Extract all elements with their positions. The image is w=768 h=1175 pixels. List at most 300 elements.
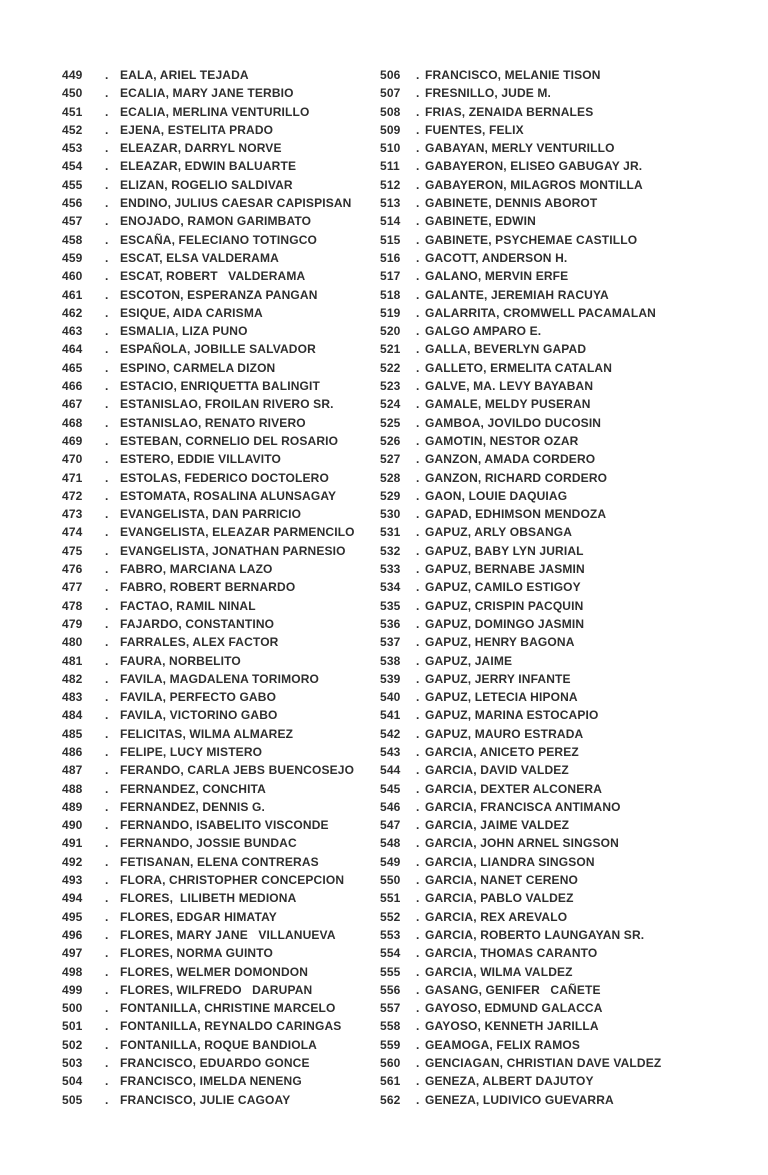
separator-dot: . xyxy=(416,470,420,485)
entry-name: ESPINO, CARMELA DIZON xyxy=(120,360,276,375)
list-item xyxy=(380,249,661,267)
entry-number: 501 xyxy=(62,1019,83,1034)
separator-dot: . xyxy=(105,232,109,247)
list-item xyxy=(62,212,355,230)
entry-number: 462 xyxy=(62,305,83,320)
list-item xyxy=(380,66,661,84)
separator-dot: . xyxy=(416,543,420,558)
entry-number: 510 xyxy=(380,141,401,156)
entry-number: 507 xyxy=(380,86,401,101)
entry-name: FERNANDEZ, DENNIS G. xyxy=(120,799,266,814)
entry-number: 562 xyxy=(380,1092,401,1107)
entry-number: 529 xyxy=(380,488,401,503)
separator-dot: . xyxy=(105,744,109,759)
list-item xyxy=(62,963,355,981)
list-item xyxy=(62,688,355,706)
entry-name: FERNANDO, JOSSIE BUNDAC xyxy=(120,836,297,851)
entry-number: 471 xyxy=(62,470,83,485)
entry-name: GAON, LOUIE DAQUIAG xyxy=(425,488,568,503)
separator-dot: . xyxy=(105,1001,109,1016)
entry-number: 547 xyxy=(380,818,401,833)
entry-number: 473 xyxy=(62,507,83,522)
separator-dot: . xyxy=(105,690,109,705)
separator-dot: . xyxy=(416,982,420,997)
list-item xyxy=(380,615,661,633)
separator-dot: . xyxy=(416,379,420,394)
entry-name: ESPAÑOLA, JOBILLE SALVADOR xyxy=(120,342,316,357)
separator-dot: . xyxy=(416,781,420,796)
separator-dot: . xyxy=(416,744,420,759)
entry-number: 493 xyxy=(62,873,83,888)
entry-number: 480 xyxy=(62,635,83,650)
entry-name: FRANCISCO, JULIE CAGOAY xyxy=(120,1092,291,1107)
entry-name: GALVE, MA. LEVY BAYABAN xyxy=(425,379,594,394)
separator-dot: . xyxy=(105,580,109,595)
entry-number: 466 xyxy=(62,379,83,394)
separator-dot: . xyxy=(105,287,109,302)
separator-dot: . xyxy=(416,269,420,284)
separator-dot: . xyxy=(105,946,109,961)
list-item xyxy=(380,798,661,816)
entry-number: 504 xyxy=(62,1074,83,1089)
entry-name: GAPUZ, BABY LYN JURIAL xyxy=(425,543,584,558)
separator-dot: . xyxy=(416,836,420,851)
list-item xyxy=(62,597,355,615)
list-item xyxy=(380,286,661,304)
separator-dot: . xyxy=(105,653,109,668)
list-item xyxy=(380,981,661,999)
list-item xyxy=(380,725,661,743)
entry-number: 463 xyxy=(62,324,83,339)
entry-number: 452 xyxy=(62,122,83,137)
separator-dot: . xyxy=(105,397,109,412)
list-item xyxy=(62,853,355,871)
entry-number: 464 xyxy=(62,342,83,357)
entry-number: 555 xyxy=(380,964,401,979)
entry-name: EVANGELISTA, DAN PARRICIO xyxy=(120,507,302,522)
entry-number: 491 xyxy=(62,836,83,851)
separator-dot: . xyxy=(416,1037,420,1052)
entry-name: GARCIA, NANET CERENO xyxy=(425,873,579,888)
separator-dot: . xyxy=(416,799,420,814)
entry-name: GALARRITA, CROMWELL PACAMALAN xyxy=(425,305,656,320)
entry-number: 450 xyxy=(62,86,83,101)
entry-name: ELIZAN, ROGELIO SALDIVAR xyxy=(120,177,293,192)
list-item xyxy=(380,1017,661,1035)
list-item xyxy=(62,505,355,523)
list-item xyxy=(62,1091,355,1109)
separator-dot: . xyxy=(105,927,109,942)
entry-name: ESIQUE, AIDA CARISMA xyxy=(120,305,263,320)
entry-name: GABINETE, DENNIS ABOROT xyxy=(425,196,598,211)
entry-number: 481 xyxy=(62,653,83,668)
list-item xyxy=(380,688,661,706)
list-item xyxy=(380,578,661,596)
separator-dot: . xyxy=(416,653,420,668)
entry-name: FERANDO, CARLA JEBS BUENCOSEJO xyxy=(120,763,355,778)
separator-dot: . xyxy=(416,598,420,613)
list-item xyxy=(62,1072,355,1090)
entry-number: 456 xyxy=(62,196,83,211)
list-item xyxy=(62,340,355,358)
separator-dot: . xyxy=(416,250,420,265)
entry-name: ESTACIO, ENRIQUETTA BALINGIT xyxy=(120,379,320,394)
entry-number: 554 xyxy=(380,946,401,961)
entry-name: ESMALIA, LIZA PUNO xyxy=(120,324,248,339)
entry-name: FRANCISCO, IMELDA NENENG xyxy=(120,1074,302,1089)
list-item xyxy=(62,615,355,633)
entry-name: FLORA, CHRISTOPHER CONCEPCION xyxy=(120,873,345,888)
list-item xyxy=(380,194,661,212)
list-item xyxy=(62,523,355,541)
separator-dot: . xyxy=(105,415,109,430)
list-item xyxy=(62,194,355,212)
list-item xyxy=(380,121,661,139)
entry-number: 520 xyxy=(380,324,401,339)
list-item xyxy=(62,871,355,889)
list-item xyxy=(380,340,661,358)
list-item xyxy=(62,560,355,578)
entry-number: 472 xyxy=(62,488,83,503)
separator-dot: . xyxy=(105,68,109,82)
entry-name: GAPUZ, HENRY BAGONA xyxy=(425,635,575,650)
entry-name: GAPUZ, CRISPIN PACQUIN xyxy=(425,598,584,613)
entry-number: 541 xyxy=(380,708,401,723)
separator-dot: . xyxy=(416,818,420,833)
entry-name: GAPUZ, JAIME xyxy=(425,653,513,668)
list-item xyxy=(62,578,355,596)
entry-name: GAYOSO, KENNETH JARILLA xyxy=(425,1019,599,1034)
list-item xyxy=(62,706,355,724)
separator-dot: . xyxy=(105,598,109,613)
entry-number: 539 xyxy=(380,671,401,686)
list-item xyxy=(62,359,355,377)
list-item xyxy=(62,304,355,322)
entry-number: 528 xyxy=(380,470,401,485)
entry-name: GANZON, RICHARD CORDERO xyxy=(425,470,608,485)
entry-name: GENEZA, ALBERT DAJUTOY xyxy=(425,1074,594,1089)
entry-name: ESTANISLAO, FROILAN RIVERO SR. xyxy=(120,397,334,412)
entry-name: GAMALE, MELDY PUSERAN xyxy=(425,397,591,412)
entry-number: 499 xyxy=(62,982,83,997)
list-item xyxy=(380,871,661,889)
separator-dot: . xyxy=(416,562,420,577)
list-item xyxy=(62,267,355,285)
list-item xyxy=(380,853,661,871)
entry-name: FERNANDO, ISABELITO VISCONDE xyxy=(120,818,329,833)
entry-name: ESCOTON, ESPERANZA PANGAN xyxy=(120,287,318,302)
entry-name: GARCIA, DEXTER ALCONERA xyxy=(425,781,603,796)
list-item xyxy=(62,981,355,999)
list-item xyxy=(62,798,355,816)
entry-number: 519 xyxy=(380,305,401,320)
list-item xyxy=(62,176,355,194)
entry-number: 470 xyxy=(62,452,83,467)
entry-name: GARCIA, PABLO VALDEZ xyxy=(425,891,574,906)
entry-name: EVANGELISTA, JONATHAN PARNESIO xyxy=(120,543,346,558)
entry-number: 500 xyxy=(62,1001,83,1016)
list-item xyxy=(380,231,661,249)
separator-dot: . xyxy=(105,616,109,631)
separator-dot: . xyxy=(105,1056,109,1071)
entry-name: FUENTES, FELIX xyxy=(425,122,524,137)
separator-dot: . xyxy=(416,342,420,357)
entry-number: 525 xyxy=(380,415,401,430)
entry-number: 546 xyxy=(380,799,401,814)
entry-name: GALANO, MERVIN ERFE xyxy=(425,269,569,284)
list-item xyxy=(380,395,661,413)
entry-name: GARCIA, LIANDRA SINGSON xyxy=(425,854,595,869)
entry-number: 460 xyxy=(62,269,83,284)
list-item xyxy=(62,231,355,249)
list-item xyxy=(62,121,355,139)
separator-dot: . xyxy=(416,86,420,101)
separator-dot: . xyxy=(416,708,420,723)
list-item xyxy=(62,487,355,505)
entry-number: 455 xyxy=(62,177,83,192)
entry-name: ESTANISLAO, RENATO RIVERO xyxy=(120,415,306,430)
list-item xyxy=(380,670,661,688)
list-item xyxy=(380,761,661,779)
entry-number: 459 xyxy=(62,250,83,265)
entry-name: FONTANILLA, CHRISTINE MARCELO xyxy=(120,1001,336,1016)
separator-dot: . xyxy=(105,488,109,503)
entry-name: FLORES, LILIBETH MEDIONA xyxy=(120,891,297,906)
entry-number: 449 xyxy=(62,68,83,82)
list-item xyxy=(62,469,355,487)
list-item xyxy=(62,889,355,907)
entry-number: 531 xyxy=(380,525,401,540)
entry-name: ECALIA, MERLINA VENTURILLO xyxy=(120,104,310,119)
separator-dot: . xyxy=(105,909,109,924)
entry-number: 496 xyxy=(62,927,83,942)
entry-name: GARCIA, ROBERTO LAUNGAYAN SR. xyxy=(425,927,645,942)
entry-name: GABAYERON, MILAGROS MONTILLA xyxy=(425,177,643,192)
entry-number: 457 xyxy=(62,214,83,229)
entry-name: GALANTE, JEREMIAH RACUYA xyxy=(425,287,609,302)
list-item xyxy=(380,450,661,468)
entry-number: 540 xyxy=(380,690,401,705)
entry-number: 523 xyxy=(380,379,401,394)
entry-name: GARCIA, WILMA VALDEZ xyxy=(425,964,573,979)
entry-number: 543 xyxy=(380,744,401,759)
separator-dot: . xyxy=(416,360,420,375)
entry-name: ENDINO, JULIUS CAESAR CAPISPISAN xyxy=(120,196,352,211)
entry-name: FAVILA, MAGDALENA TORIMORO xyxy=(120,671,320,686)
entry-name: FONTANILLA, REYNALDO CARINGAS xyxy=(120,1019,342,1034)
list-item xyxy=(380,633,661,651)
entry-number: 550 xyxy=(380,873,401,888)
separator-dot: . xyxy=(105,305,109,320)
list-item xyxy=(62,944,355,962)
list-item xyxy=(62,725,355,743)
entry-number: 542 xyxy=(380,726,401,741)
separator-dot: . xyxy=(105,250,109,265)
entry-number: 483 xyxy=(62,690,83,705)
separator-dot: . xyxy=(105,873,109,888)
entry-number: 490 xyxy=(62,818,83,833)
entry-number: 458 xyxy=(62,232,83,247)
entry-number: 498 xyxy=(62,964,83,979)
list-item xyxy=(380,1091,661,1109)
entry-number: 461 xyxy=(62,287,83,302)
separator-dot: . xyxy=(416,452,420,467)
entry-number: 503 xyxy=(62,1056,83,1071)
list-item xyxy=(62,816,355,834)
list-item xyxy=(380,743,661,761)
entry-number: 514 xyxy=(380,214,401,229)
list-item xyxy=(380,469,661,487)
entry-name: GENEZA, LUDIVICO GUEVARRA xyxy=(425,1092,614,1107)
entry-number: 454 xyxy=(62,159,83,174)
entry-name: GANZON, AMADA CORDERO xyxy=(425,452,596,467)
entry-name: FELIPE, LUCY MISTERO xyxy=(120,744,263,759)
entry-name: GABINETE, PSYCHEMAE CASTILLO xyxy=(425,232,638,247)
separator-dot: . xyxy=(416,873,420,888)
entry-number: 518 xyxy=(380,287,401,302)
separator-dot: . xyxy=(105,708,109,723)
list-item xyxy=(380,560,661,578)
entry-name: FARRALES, ALEX FACTOR xyxy=(120,635,279,650)
separator-dot: . xyxy=(105,671,109,686)
entry-name: GALLETO, ERMELITA CATALAN xyxy=(425,360,613,375)
entry-name: GARCIA, DAVID VALDEZ xyxy=(425,763,569,778)
separator-dot: . xyxy=(105,379,109,394)
list-item xyxy=(62,139,355,157)
list-item xyxy=(62,834,355,852)
entry-number: 485 xyxy=(62,726,83,741)
entry-number: 478 xyxy=(62,598,83,613)
list-item xyxy=(380,505,661,523)
list-item xyxy=(380,103,661,121)
entry-name: FLORES, WELMER DOMONDON xyxy=(120,964,309,979)
entry-number: 557 xyxy=(380,1001,401,1016)
separator-dot: . xyxy=(416,397,420,412)
list-item xyxy=(380,523,661,541)
separator-dot: . xyxy=(416,1019,420,1034)
entry-name: GARCIA, REX AREVALO xyxy=(425,909,568,924)
separator-dot: . xyxy=(105,635,109,650)
separator-dot: . xyxy=(105,836,109,851)
separator-dot: . xyxy=(416,964,420,979)
list-item xyxy=(62,157,355,175)
entry-number: 486 xyxy=(62,744,83,759)
list-item xyxy=(62,249,355,267)
entry-number: 530 xyxy=(380,507,401,522)
list-item xyxy=(62,66,355,84)
entry-name: GAPUZ, DOMINGO JASMIN xyxy=(425,616,585,631)
entry-number: 479 xyxy=(62,616,83,631)
separator-dot: . xyxy=(416,891,420,906)
list-item xyxy=(380,908,661,926)
list-item xyxy=(62,377,355,395)
separator-dot: . xyxy=(416,507,420,522)
list-item xyxy=(380,304,661,322)
separator-dot: . xyxy=(105,177,109,192)
list-item xyxy=(62,395,355,413)
list-item xyxy=(380,999,661,1017)
separator-dot: . xyxy=(416,525,420,540)
entry-number: 467 xyxy=(62,397,83,412)
entry-name: FRESNILLO, JUDE M. xyxy=(425,86,552,101)
entry-number: 484 xyxy=(62,708,83,723)
separator-dot: . xyxy=(416,909,420,924)
entry-name: GAMBOA, JOVILDO DUCOSIN xyxy=(425,415,602,430)
separator-dot: . xyxy=(105,360,109,375)
list-item xyxy=(380,542,661,560)
separator-dot: . xyxy=(105,141,109,156)
separator-dot: . xyxy=(416,1092,420,1107)
separator-dot: . xyxy=(416,1074,420,1089)
entry-name: FABRO, MARCIANA LAZO xyxy=(120,562,273,577)
separator-dot: . xyxy=(105,1019,109,1034)
separator-dot: . xyxy=(105,982,109,997)
separator-dot: . xyxy=(105,470,109,485)
entry-name: GAPAD, EDHIMSON MENDOZA xyxy=(425,507,607,522)
list-item xyxy=(380,267,661,285)
entry-number: 561 xyxy=(380,1074,401,1089)
separator-dot: . xyxy=(416,763,420,778)
entry-name: FLORES, MARY JANE VILLANUEVA xyxy=(120,927,336,942)
separator-dot: . xyxy=(105,964,109,979)
list-item xyxy=(62,542,355,560)
entry-name: GASANG, GENIFER CAÑETE xyxy=(425,982,601,997)
list-item xyxy=(380,706,661,724)
separator-dot: . xyxy=(105,122,109,137)
entry-name: FRANCISCO, MELANIE TISON xyxy=(425,68,601,82)
entry-number: 551 xyxy=(380,891,401,906)
entry-name: FRANCISCO, EDUARDO GONCE xyxy=(120,1056,310,1071)
entry-number: 515 xyxy=(380,232,401,247)
entry-number: 453 xyxy=(62,141,83,156)
separator-dot: . xyxy=(105,159,109,174)
separator-dot: . xyxy=(105,86,109,101)
entry-name: FONTANILLA, ROQUE BANDIOLA xyxy=(120,1037,317,1052)
separator-dot: . xyxy=(416,232,420,247)
entry-name: GAPUZ, LETECIA HIPONA xyxy=(425,690,578,705)
entry-number: 512 xyxy=(380,177,401,192)
list-item xyxy=(380,432,661,450)
entry-name: FLORES, NORMA GUINTO xyxy=(120,946,273,961)
entry-name: FRIAS, ZENAIDA BERNALES xyxy=(425,104,594,119)
entry-name: ECALIA, MARY JANE TERBIO xyxy=(120,86,294,101)
entry-name: FABRO, ROBERT BERNARDO xyxy=(120,580,296,595)
list-item xyxy=(380,176,661,194)
separator-dot: . xyxy=(105,196,109,211)
entry-number: 506 xyxy=(380,68,401,82)
entry-name: GENCIAGAN, CHRISTIAN DAVE VALDEZ xyxy=(425,1056,662,1071)
list-item xyxy=(380,377,661,395)
entry-name: FAVILA, PERFECTO GABO xyxy=(120,690,277,705)
entry-number: 544 xyxy=(380,763,401,778)
entry-name: GAPUZ, CAMILO ESTIGOY xyxy=(425,580,581,595)
name-list-right-column xyxy=(380,66,661,1109)
entry-name: FACTAO, RAMIL NINAL xyxy=(120,598,256,613)
entry-number: 556 xyxy=(380,982,401,997)
separator-dot: . xyxy=(105,1037,109,1052)
separator-dot: . xyxy=(105,1092,109,1107)
list-item xyxy=(380,359,661,377)
entry-name: EJENA, ESTELITA PRADO xyxy=(120,122,274,137)
separator-dot: . xyxy=(416,141,420,156)
list-item xyxy=(380,487,661,505)
separator-dot: . xyxy=(416,159,420,174)
entry-name: GARCIA, JAIME VALDEZ xyxy=(425,818,570,833)
entry-number: 552 xyxy=(380,909,401,924)
list-item xyxy=(380,889,661,907)
entry-number: 475 xyxy=(62,543,83,558)
list-item xyxy=(62,761,355,779)
